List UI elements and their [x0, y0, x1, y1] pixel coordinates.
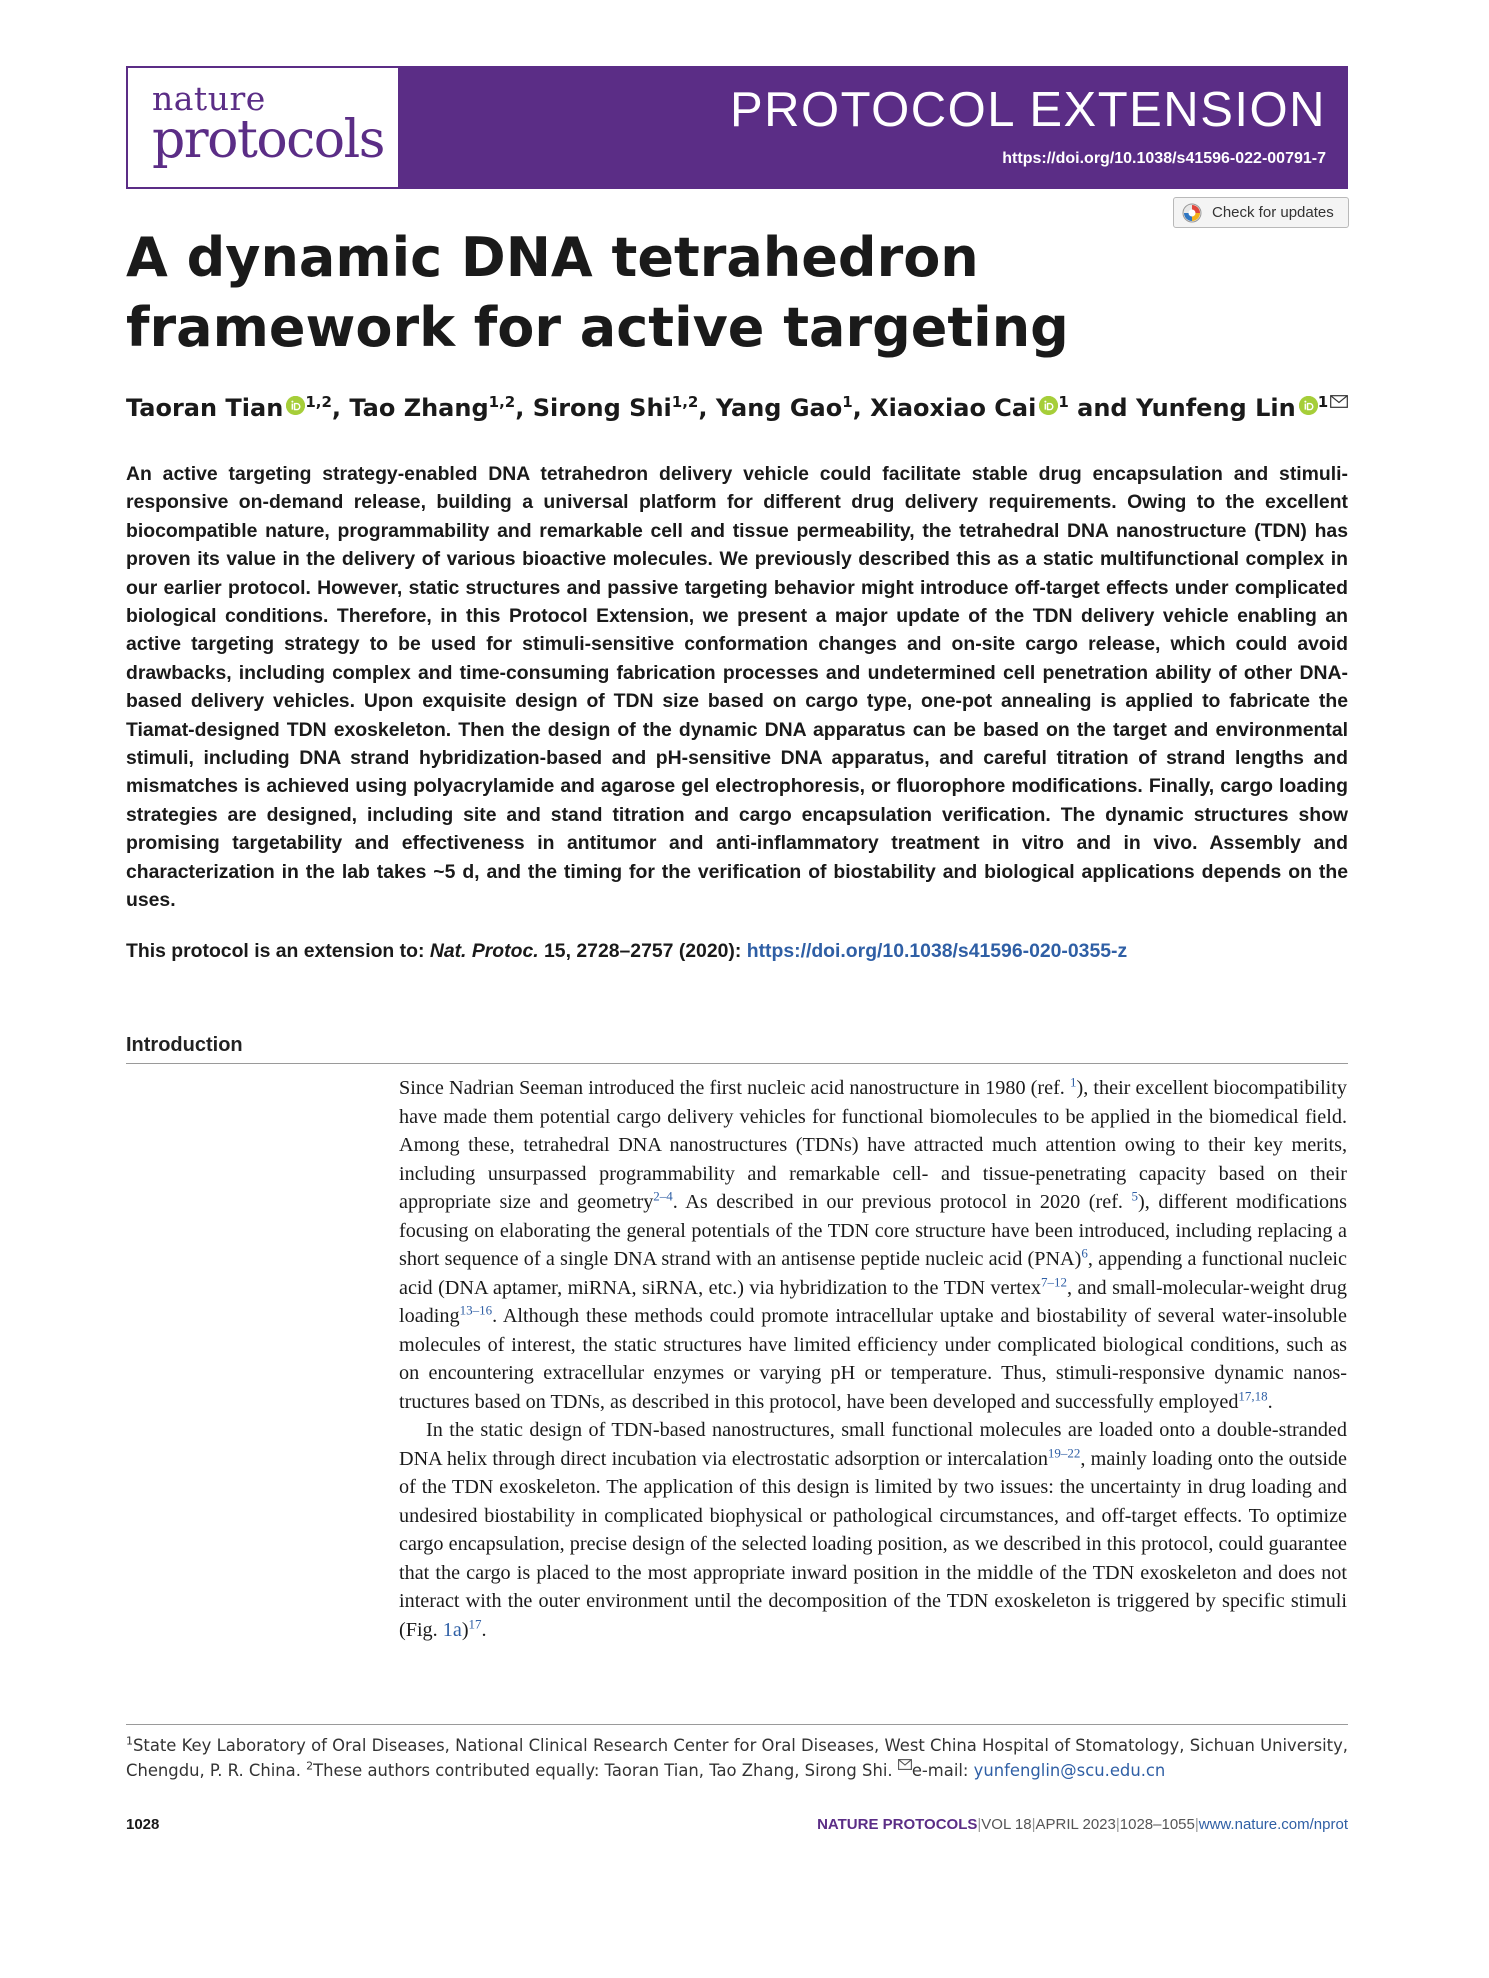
article-type: PROTOCOL EXTENSION: [729, 83, 1326, 137]
orcid-icon[interactable]: [1299, 396, 1318, 415]
journal-logo[interactable]: [128, 68, 400, 187]
orcid-icon[interactable]: [1039, 396, 1058, 415]
logo-nature-text: nature: [152, 79, 266, 118]
footer-citation: [817, 1816, 1348, 1833]
footer-separator: |: [977, 1816, 982, 1833]
ref-link[interactable]: 2–4: [653, 1188, 673, 1204]
author-affiliation: 1: [842, 393, 853, 411]
extension-note: [126, 940, 1348, 963]
extension-journal: Nat. Protoc.: [429, 940, 539, 962]
footer-separator: |: [1194, 1816, 1199, 1833]
check-updates-icon: [1182, 203, 1202, 223]
p2-text-b: , mainly loading onto the outside of the TDN exoskeleton. The application of this design is limited by two issues: the uncertainty in drug loading and undesired biostability in complicated biophysical or pathological circumstances, and off-target effects. To optimize cargo encapsulation, precise design of the selected loading position, as we described in this protocol, could guarantee that the cargo is placed to the most appropriate inward position in the middle of the TDN exoskeleton and does not interact with the outer environment until the decomposition of the TDN exoskeleton is triggered by specific stimuli (Fig.: [399, 1447, 1347, 1641]
footer-journal-name: NATURE PROTOCOLS: [817, 1816, 978, 1833]
page-footer: [126, 1816, 1348, 1840]
author-affiliation: 1: [1317, 393, 1329, 411]
author-name[interactable]: Xiaoxiao Cai: [870, 394, 1037, 422]
author-affiliation: 1,2: [305, 393, 332, 411]
author-separator: ,: [852, 394, 871, 422]
author-name[interactable]: Yang Gao: [715, 394, 843, 422]
footer-pages: 1028–1055: [1119, 1816, 1195, 1833]
footnote-affiliation: State Key Laboratory of Oral Diseases, National Clinical Research Center for Oral Diseases, West China Hospital of Stomatology, Sichuan University, Chengdu, P. R. China.: [126, 1736, 1348, 1780]
abstract: An active targeting strategy-enabled DNA tetrahedron delivery vehicle could facilitate stable drug encapsulation and stimuli-responsive on-demand release, building a universal platform for different drug delivery requirements. Owing to the excellent biocompatible nature, programmability and remarkable cell and tissue permeability, the tetrahedral DNA nanostructure (TDN) has proven its value in the delivery of various bioactive molecules. We previously described this as a static multifunctional complex in our earlier protocol. However, static structures and passive targeting behavior might introduce off-target effects under complicated biological conditions. Therefore, in this Protocol Extension, we present a major update of the TDN delivery vehicle enabling an active targeting strategy to be used for stimuli-sensitive conformation changes and on-site cargo release, which could avoid drawbacks, including complex and time-consuming fabrication processes and undetermined cell penetration ability of other DNA-based delivery vehicles. Upon exquisite design of TDN size based on cargo type, one-pot annealing is applied to fabricate the Tiamat-designed TDN exoskeleton. Then the design of the dynamic DNA apparatus can be based on the target and environmental stimuli, including DNA strand hybridization-based and pH-sensitive DNA apparatus, and careful titration of strand lengths and mismatches is achieved using polyacrylamide and agarose gel electrophoresis, or fluorophore modifications. Finally, cargo loading strategies are designed, including site and stand titration and cargo encapsulation verification. The dynamic structures show promising targetability and effectiveness in antitumor and anti-inflammatory treatment in vitro and in vivo. Assembly and characterization in the lab takes ~5 d, and the timing for the verification of biostability and biological applications depends on the uses.: [126, 463, 1348, 912]
ref-link[interactable]: 5: [1131, 1188, 1139, 1204]
p1-text-e: , appending a functional nucleic acid (DNA aptamer, miRNA, siRNA, etc.) via hybridization to the TDN vertex: [399, 1248, 1347, 1299]
article-doi-link[interactable]: https://doi.org/10.1038/s41596-022-00791-7: [1002, 150, 1326, 167]
p1-text-c: . As described in our previous protocol in 2020 (ref.: [672, 1191, 1132, 1213]
footer-date: APRIL 2023: [1035, 1816, 1116, 1833]
author-name[interactable]: Sirong Shi: [532, 394, 672, 422]
ref-link[interactable]: 13–16: [459, 1302, 493, 1318]
author-affiliation: 1: [1058, 393, 1069, 411]
intro-paragraph-1: [399, 1074, 1347, 1416]
footnote-equal-contribution: These authors contributed equally: Taoran Tian, Tao Zhang, Sirong Shi.: [313, 1761, 898, 1780]
check-updates-label: Check for updates: [1212, 204, 1334, 221]
author-list: [126, 393, 1356, 422]
author-separator: ,: [331, 394, 350, 422]
author-name[interactable]: Tao Zhang: [349, 394, 489, 422]
p1-text-f: , and small-molecular-weight drug loading: [399, 1276, 1347, 1327]
introduction-body: [399, 1074, 1347, 1644]
p2-text-d: .: [481, 1618, 487, 1641]
ref-link[interactable]: 19–22: [1047, 1444, 1081, 1460]
author-separator: ,: [515, 394, 533, 422]
footnote-marker: 1: [126, 1734, 133, 1748]
footer-separator: |: [1031, 1816, 1036, 1833]
ref-link[interactable]: 6: [1081, 1245, 1088, 1261]
extension-doi-link[interactable]: https://doi.org/10.1038/s41596-020-0355-z: [746, 940, 1128, 962]
ref-link[interactable]: 17,18: [1238, 1387, 1268, 1403]
p1-text-g: . Although these methods could promote intracellular uptake and biostability of several water-insoluble molecules of interest, the static structures have limited efficiency under complicated biological conditions, such as on encountering extracellular enzymes or varying pH or temperature. Thus, stimuli-responsive dynamic nanostructures based on TDNs, as described in this protocol, have been developed and successfully employed: [399, 1305, 1347, 1413]
p1-text-b: ), their excellent biocompatibility have made them potential cargo delivery vehicles for functional biomolecules to be applied in the biomedical field. Among these, tetrahedral DNA nanostructures (TDNs) have attracted much attention owing to their key merits, including unsurpassed programmability and remarkable cell- and tissue-penetrating capacity based on their appropriate size and geometry: [399, 1077, 1347, 1213]
journal-url-link[interactable]: www.nature.com/nprot: [1198, 1816, 1348, 1833]
author-name[interactable]: Taoran Tian: [126, 394, 284, 422]
footnote-marker: 2: [306, 1759, 314, 1773]
p2-text-c: ): [461, 1618, 469, 1641]
extension-prefix: This protocol is an extension to:: [126, 940, 430, 962]
orcid-icon[interactable]: [286, 396, 305, 415]
p1-text-d: ), different modifications focusing on elaborating the general potentials of the TDN core structure have been introduced, including replacing a short sequence of a single DNA strand with an antisense peptide nucleic acid (PNA): [399, 1191, 1347, 1270]
affiliation-footnote: [126, 1724, 1348, 1783]
ref-link[interactable]: 1: [1070, 1074, 1077, 1090]
author-email-link[interactable]: yunfenglin@scu.edu.cn: [973, 1761, 1166, 1780]
banner-right-panel: [400, 68, 1346, 187]
ref-link[interactable]: 17: [468, 1615, 482, 1631]
article-title: A dynamic DNA tetrahedron framework for active targeting: [126, 226, 1069, 359]
envelope-icon[interactable]: [1330, 395, 1348, 408]
extension-citation: 15, 2728–2757 (2020):: [538, 940, 747, 962]
introduction-heading: Introduction: [126, 1034, 1348, 1064]
footnote-email-label: e-mail:: [911, 1761, 974, 1780]
page-number: 1028: [126, 1816, 160, 1833]
p1-text-h: .: [1267, 1390, 1273, 1413]
author-name[interactable]: Yunfeng Lin: [1135, 394, 1296, 422]
logo-protocols-text: protocols: [152, 110, 384, 170]
p1-text-a: Since Nadrian Seeman introduced the first nucleic acid nanostructure in 1980 (ref.: [399, 1077, 1070, 1099]
ref-link[interactable]: 7–12: [1040, 1273, 1067, 1289]
journal-banner: [126, 66, 1348, 189]
author-separator: and: [1068, 394, 1136, 422]
author-affiliation: 1,2: [671, 393, 699, 411]
author-separator: ,: [698, 394, 716, 422]
intro-paragraph-2: [399, 1416, 1347, 1644]
figure-link[interactable]: 1a: [442, 1618, 462, 1641]
footer-separator: |: [1115, 1816, 1120, 1833]
p2-text-a: In the static design of TDN-based nanostructures, small functional molecules are loaded onto a double-stranded DNA helix through direct incubation via electrostatic adsorption or intercalation: [399, 1419, 1347, 1470]
footer-volume: VOL 18: [981, 1816, 1032, 1833]
author-affiliation: 1,2: [488, 393, 516, 411]
envelope-icon: [898, 1759, 912, 1770]
